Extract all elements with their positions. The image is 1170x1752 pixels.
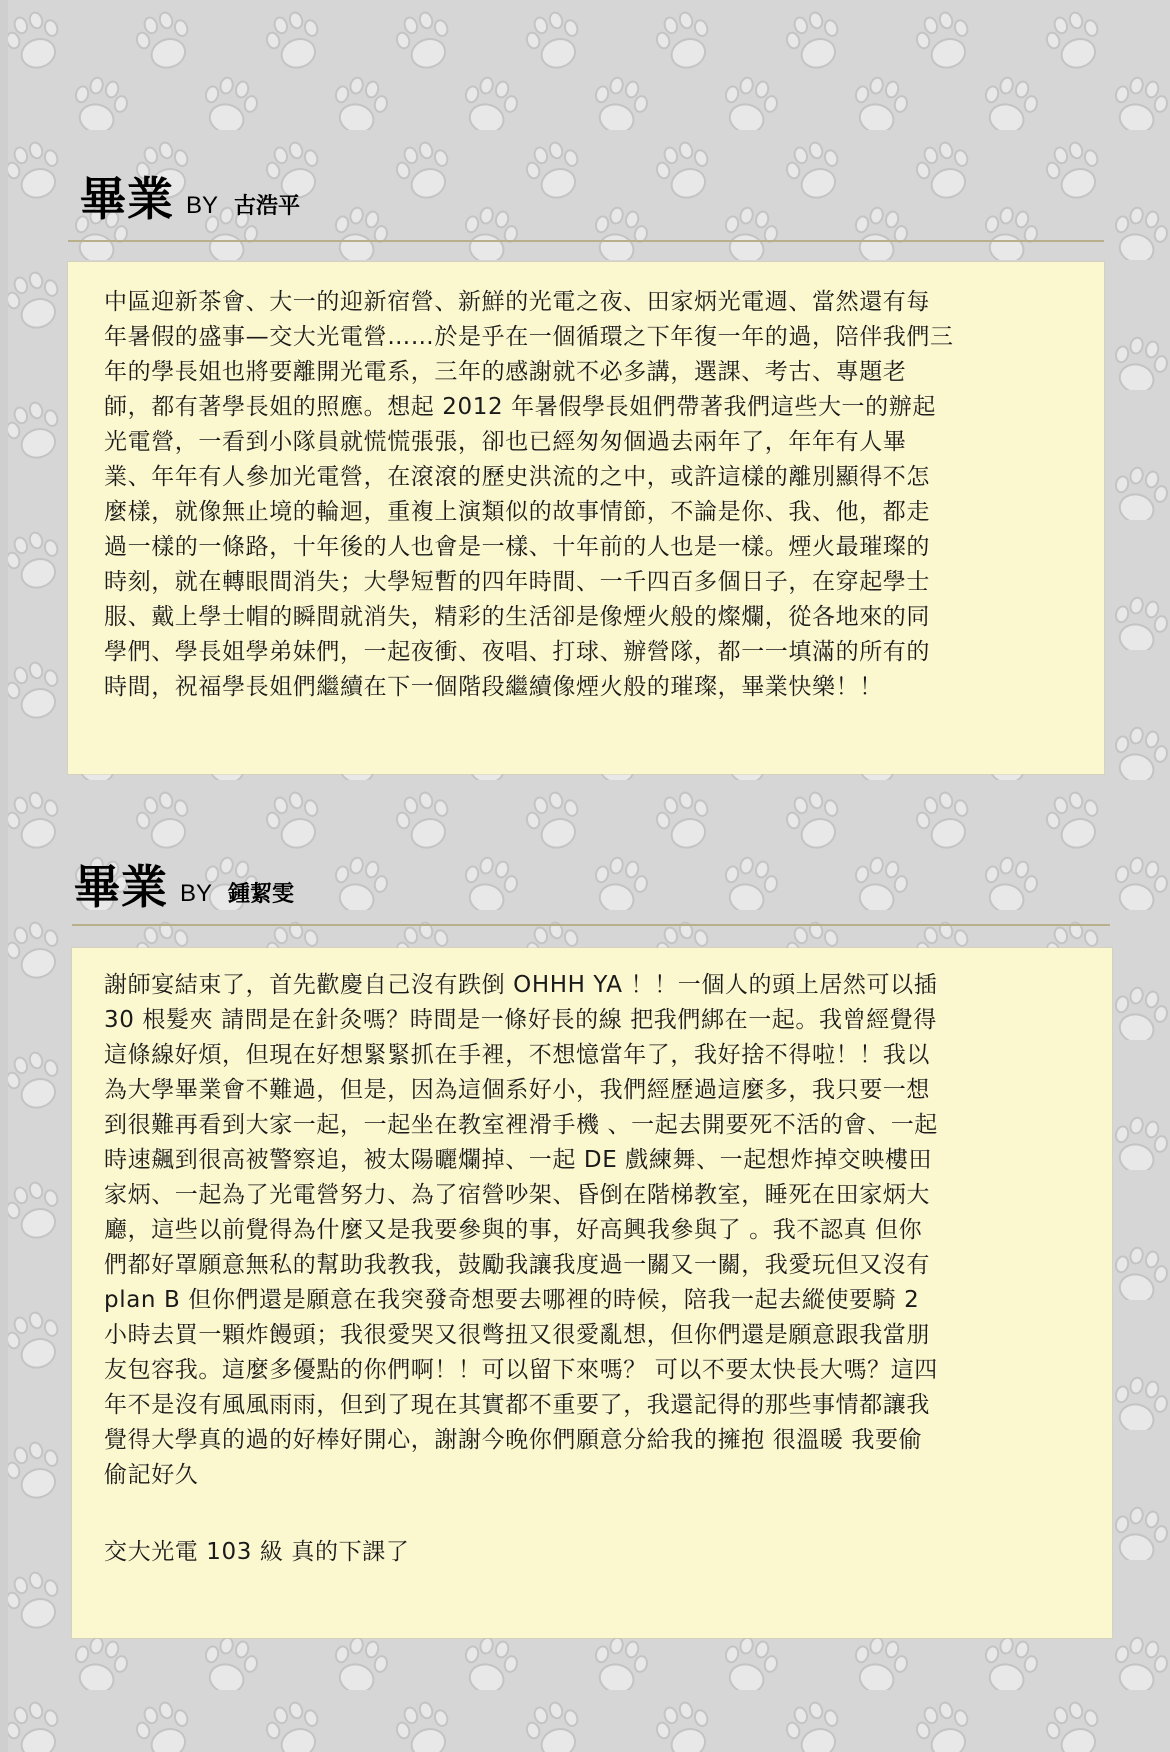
article-body: 謝師宴結束了，首先歡慶自己沒有跌倒 OHHH YA ！！一個人的頭上居然可以插 30 根髮夾 請問是在針灸嗎？時間是一條好長的線 把我們綁在一起。我曾經覺得 這條線好煩，但現在好想緊緊抓在手裡，不想憶當年了，我好捨不得啦！！我以 為大學畢業會不難過，但是，因為這個系好小，我們經歷過這麼多，我只要一想 到很難再看到大家一起，一起坐在教室裡滑手機 、一起去開要死不活的會、一起 時速飆到很高被警察追，被太陽曬爛掉、一起 DE 戲練舞、一起想炸掉交映樓田 家炳、一起為了光電營努力、為了宿營吵架、昏倒在階梯教室，睡死在田家炳大 廳，這些以前覺得為什麼又是我要參與的事，好高興我參與了 。我不認真 但你 們都好罩願意無私的幫助我教我，鼓勵我讓我度過一關又一關，我愛玩但又沒有 plan B 但你們還是願意在我突發奇想要去哪裡的時候，陪我一起去縱使要騎 2 小時去買一顆炸饅頭；我很愛哭又很彆扭又很愛亂想，但你們還是願意跟我當朋 友包容我。這麼多優點的你們啊！！可以留下來嗎？ 可以不要太快長大嗎？這四 年不是沒有風風雨雨，但到了現在其實都不重要了，我還記得的那些事情都讓我 覺得大學真的過的好棒好開心，謝謝今晚你們願意分給我的擁抱 很溫暖 我要偷 偷記好久: [104, 972, 938, 1488]
author-name: 古浩平: [234, 194, 301, 219]
heading-divider: [68, 240, 1104, 242]
closing-line: 交大光電 103 級 真的下課了: [104, 1539, 410, 1565]
page-edge: [0, 0, 8, 1752]
article-heading: [80, 170, 301, 226]
byline-label: BY: [180, 880, 213, 907]
byline-label: BY: [186, 192, 219, 219]
article-body: 中區迎新茶會、大一的迎新宿營、新鮮的光電之夜、田家炳光電週、當然還有每 年暑假的盛事—交大光電營……於是乎在一個循環之下年復一年的過，陪伴我們三 年的學長姐也將要離開光電系，三年的感謝就不必多講，選課、考古、專題老 師，都有著學長姐的照應。想起 2012 年暑假學長姐們帶著我們這些大一的辦起 光電營，一看到小隊員就慌慌張張，卻也已經匆匆個過去兩年了，年年有人畢 業、年年有人參加光電營，在滾滾的歷史洪流的之中，或許這樣的離別顯得不怎 麼樣，就像無止境的輪迴，重複上演類似的故事情節，不論是你、我、他，都走 過一樣的一條路，十年後的人也會是一樣、十年前的人也是一樣。煙火最璀璨的 時刻，就在轉眼間消失；大學短暫的四年時間、一千四百多個日子，在穿起學士 服、戴上學士帽的瞬間就消失，精彩的生活卻是像煙火般的燦爛，從各地來的同 學們、學長姐學弟妹們，一起夜衝、夜唱、打球、辦營隊，都一一填滿的所有的 時間，祝福學長姐們繼續在下一個階段繼續像煙火般的璀璨，畢業快樂！！: [104, 289, 954, 700]
author-name: 鍾絜雯: [228, 882, 295, 907]
article-title: 畢業: [74, 860, 168, 914]
heading-divider: [72, 924, 1110, 926]
article-title: 畢業: [80, 172, 174, 226]
article-heading: [74, 858, 295, 914]
